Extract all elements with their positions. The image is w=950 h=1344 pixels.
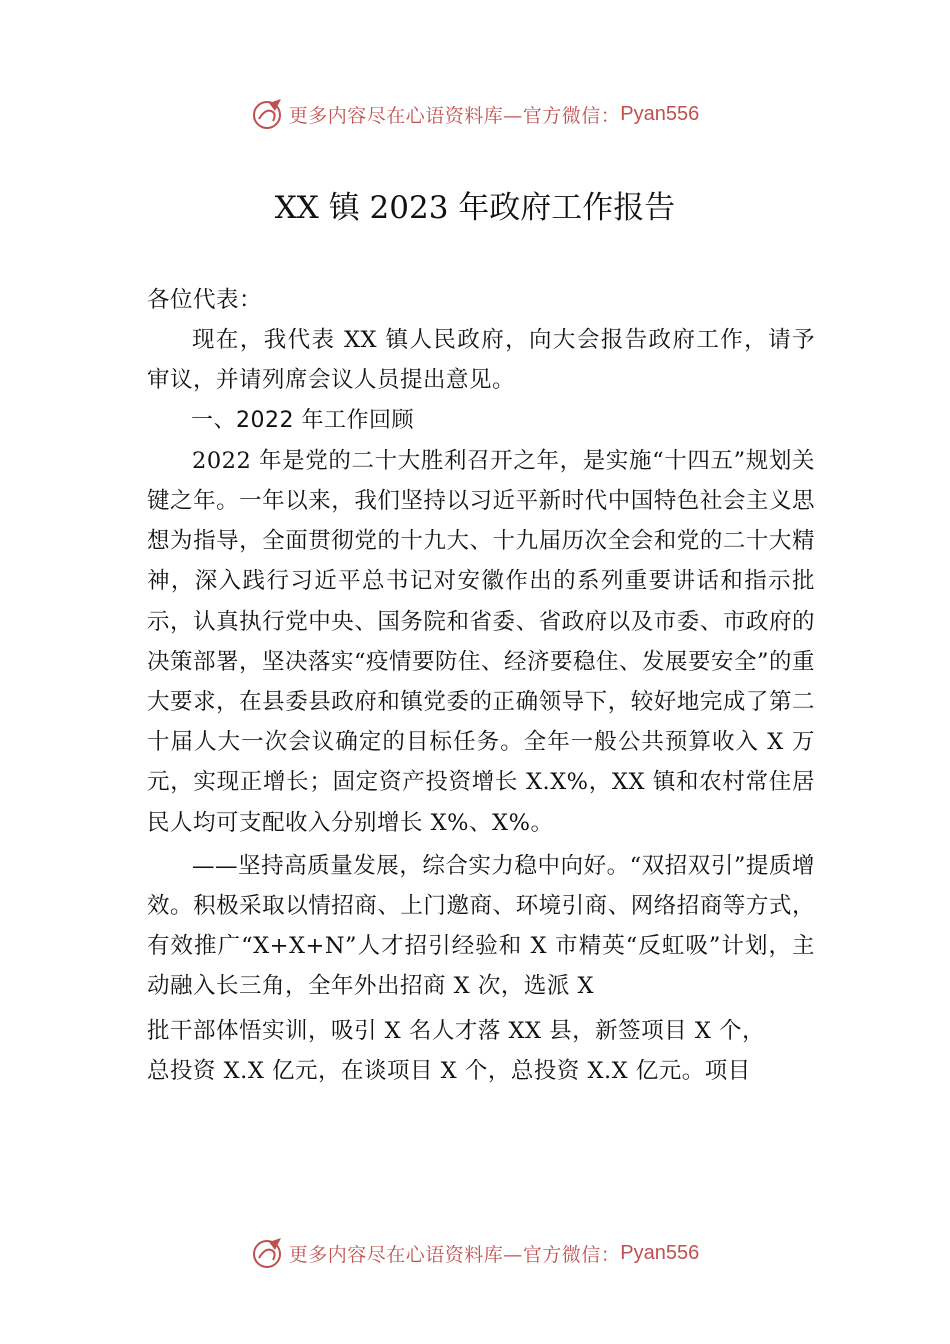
watermark-text: 更多内容尽在心语资料库—官方微信： bbox=[288, 104, 621, 127]
body-line: 总投资 X.X 亿元，在谈项目 X 个，总投资 X.X 亿元。项目 bbox=[147, 1057, 751, 1084]
intro-paragraph: 现在，我代表 XX 镇人民政府，向大会报告政府工作，请予审议，并请列席会议人员提出意见。 bbox=[147, 327, 815, 394]
document-title: XX 镇 2023 年政府工作报告 bbox=[274, 190, 676, 226]
pen-logo-icon bbox=[251, 1236, 285, 1270]
salutation: 各位代表： bbox=[147, 287, 263, 313]
body-paragraph: ——坚持高质量发展，综合实力稳中向好。“双招双引”提质增效。积极采取以情招商、上门邀商、环境引商、网络招商等方式，有效推广“X+X+N”人才招引经验和 X 市精英“反虹吸”计划，主动融入长三角，全年外出招商 X 次，选派 X bbox=[147, 852, 815, 1000]
watermark-wechat-id: Pyan556 bbox=[620, 1241, 700, 1264]
body-paragraph: 2022 年是党的二十大胜利召开之年，是实施“十四五”规划关键之年。一年以来，我们坚持以习近平新时代中国特色社会主义思想为指导，全面贯彻党的十九大、十九届历次全会和党的二十大精神，深入践行习近平总书记对安徽作出的系列重要讲话和指示批示，认真执行党中央、国务院和省委、省政府以及市委、市政府的决策部署，坚决落实“疫情要防住、经济要稳住、发展要安全”的重大要求，在县委县政府和镇党委的正确领导下，较好地完成了第二十届人大一次会议确定的目标任务。全年一般公共预算收入 X 万元，实现正增长；固定资产投资增长 X.X%，XX 镇和农村常住居民人均可支配收入分别增长 X%、X%。 bbox=[147, 447, 816, 836]
document-body bbox=[147, 280, 815, 1091]
watermark-text: 更多内容尽在心语资料库—官方微信： bbox=[288, 1243, 621, 1266]
body-line: 批干部体悟实训，吸引 X 名人才落 XX 县，新签项目 X 个， bbox=[147, 1017, 765, 1044]
pen-logo-icon bbox=[251, 97, 285, 131]
watermark-wechat-id: Pyan556 bbox=[620, 102, 700, 125]
section-heading: 一、2022 年工作回顾 bbox=[191, 407, 414, 433]
watermark-footer bbox=[0, 1233, 950, 1273]
watermark-header bbox=[0, 94, 950, 134]
